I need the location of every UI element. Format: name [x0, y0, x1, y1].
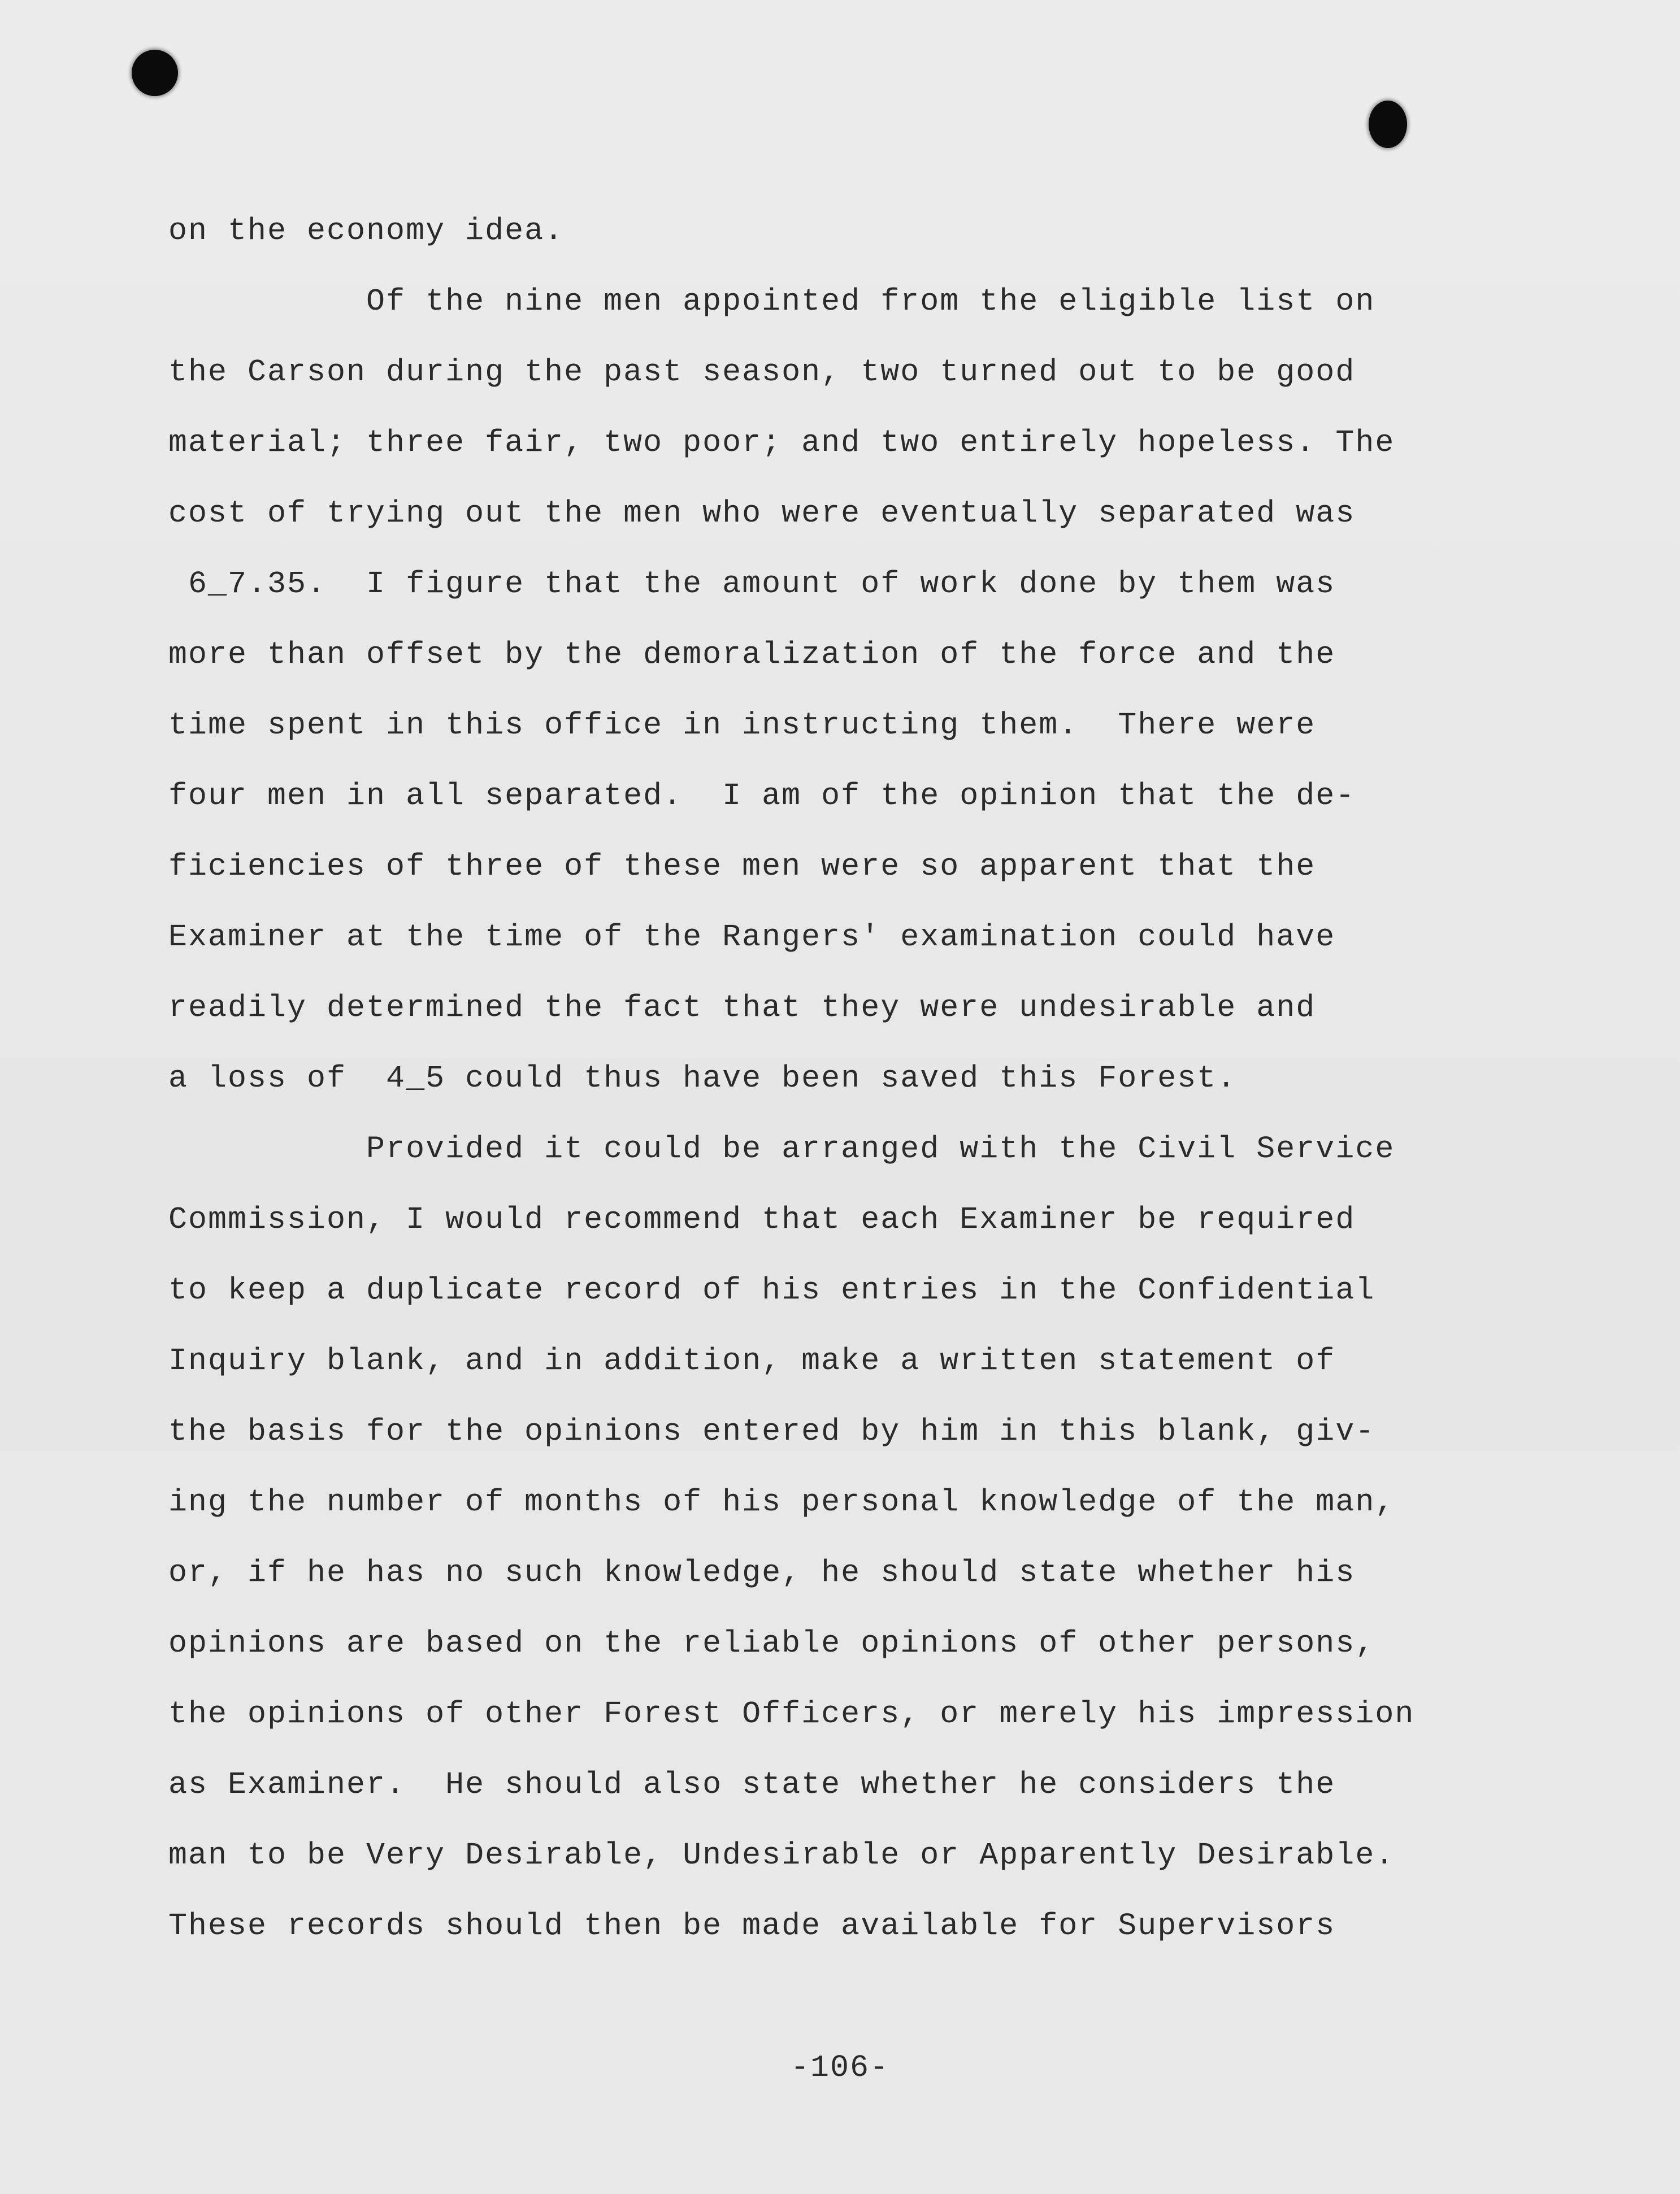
text-line: on the economy idea.: [168, 213, 565, 249]
text-line: the opinions of other Forest Officers, or merely his impression: [168, 1696, 1415, 1732]
text-line: readily determined the fact that they were undesirable and: [168, 990, 1316, 1026]
page-number: -106-: [790, 2050, 890, 2086]
text-line: Provided it could be arranged with the Civil Service: [168, 1131, 1395, 1167]
text-line: Commission, I would recommend that each Examiner be required: [168, 1202, 1356, 1237]
text-line: a loss of 4_5 could thus have been saved this Forest.: [168, 1061, 1237, 1096]
text-line: four men in all separated. I am of the opinion that the de-: [168, 778, 1356, 814]
text-line: Examiner at the time of the Rangers' examination could have: [168, 919, 1336, 955]
text-line: the basis for the opinions entered by him in this blank, giv-: [168, 1414, 1375, 1449]
text-line: opinions are based on the reliable opinions of other persons,: [168, 1626, 1375, 1661]
text-line: material; three fair, two poor; and two entirely hopeless. The: [168, 425, 1395, 460]
text-line: the Carson during the past season, two turned out to be good: [168, 354, 1356, 390]
text-line: more than offset by the demoralization of the force and the: [168, 637, 1336, 672]
text-line: 6_7.35. I figure that the amount of work done by them was: [168, 566, 1336, 602]
text-line: to keep a duplicate record of his entries in the Confidential: [168, 1272, 1375, 1308]
text-line: cost of trying out the men who were eventually separated was: [168, 496, 1356, 531]
text-line: man to be Very Desirable, Undesirable or Apparently Desirable.: [168, 1837, 1395, 1873]
text-line: or, if he has no such knowledge, he should state whether his: [168, 1555, 1356, 1591]
text-line: ing the number of months of his personal knowledge of the man,: [168, 1484, 1395, 1520]
text-line: Inquiry blank, and in addition, make a written statement of: [168, 1343, 1336, 1379]
text-line: Of the nine men appointed from the eligible list on: [168, 284, 1375, 319]
typed-body-text: [168, 0, 1581, 1944]
text-line: as Examiner. He should also state whether he considers the: [168, 1767, 1336, 1802]
text-line: These records should then be made available for Supervisors: [168, 1908, 1336, 1944]
text-line: ficiencies of three of these men were so apparent that the: [168, 849, 1316, 884]
text-line: time spent in this office in instructing them. There were: [168, 707, 1316, 743]
